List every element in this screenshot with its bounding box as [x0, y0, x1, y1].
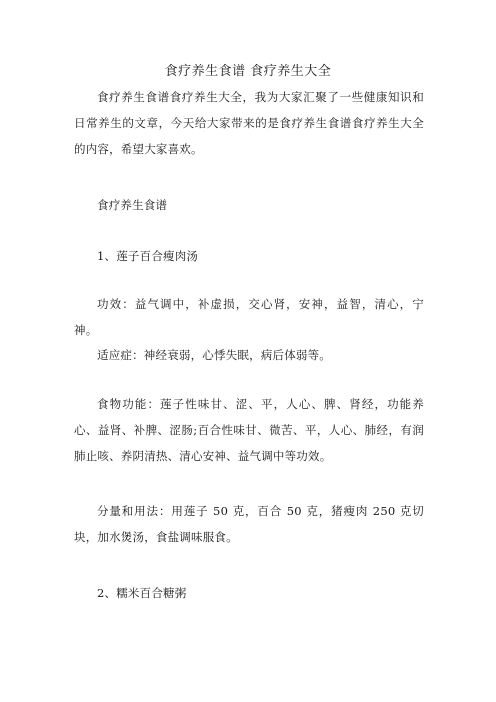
section-heading: 食疗养生食谱 — [97, 198, 168, 212]
recipe-1-usage: 分量和用法：用莲子 50 克，百合 50 克，猪瘦肉 250 克切块，加水煲汤，食盐调味服食。 — [74, 504, 424, 544]
recipe-1-food-function: 食物功能：莲子性味甘、涩、平，人心、脾、肾经，功能养心、益肾、补脾、涩肠;百合性味甘、微苦、平，人心、肺经，有润肺止咳、养阴清热、清心安神、益气调中等功效。 — [74, 397, 424, 463]
recipe-1-efficacy: 功效：益气调中，补虚损，交心肾，安神，益智，清心，宁神。 — [74, 297, 424, 337]
document-title: 食疗养生食谱 食疗养生大全 — [164, 64, 332, 79]
recipe-1-indication: 适应症：神经衰弱，心悸失眠，病后体弱等。 — [97, 348, 331, 362]
recipe-2-heading: 2、糯米百合糖粥 — [97, 586, 187, 600]
recipe-1-heading: 1、莲子百合瘦肉汤 — [97, 249, 199, 263]
intro-paragraph: 食疗养生食谱食疗养生大全，我为大家汇聚了一些健康知识和日常养生的文章，今天给大家带来的是食疗养生食谱食疗养生大全的内容，希望大家喜欢。 — [74, 90, 424, 156]
